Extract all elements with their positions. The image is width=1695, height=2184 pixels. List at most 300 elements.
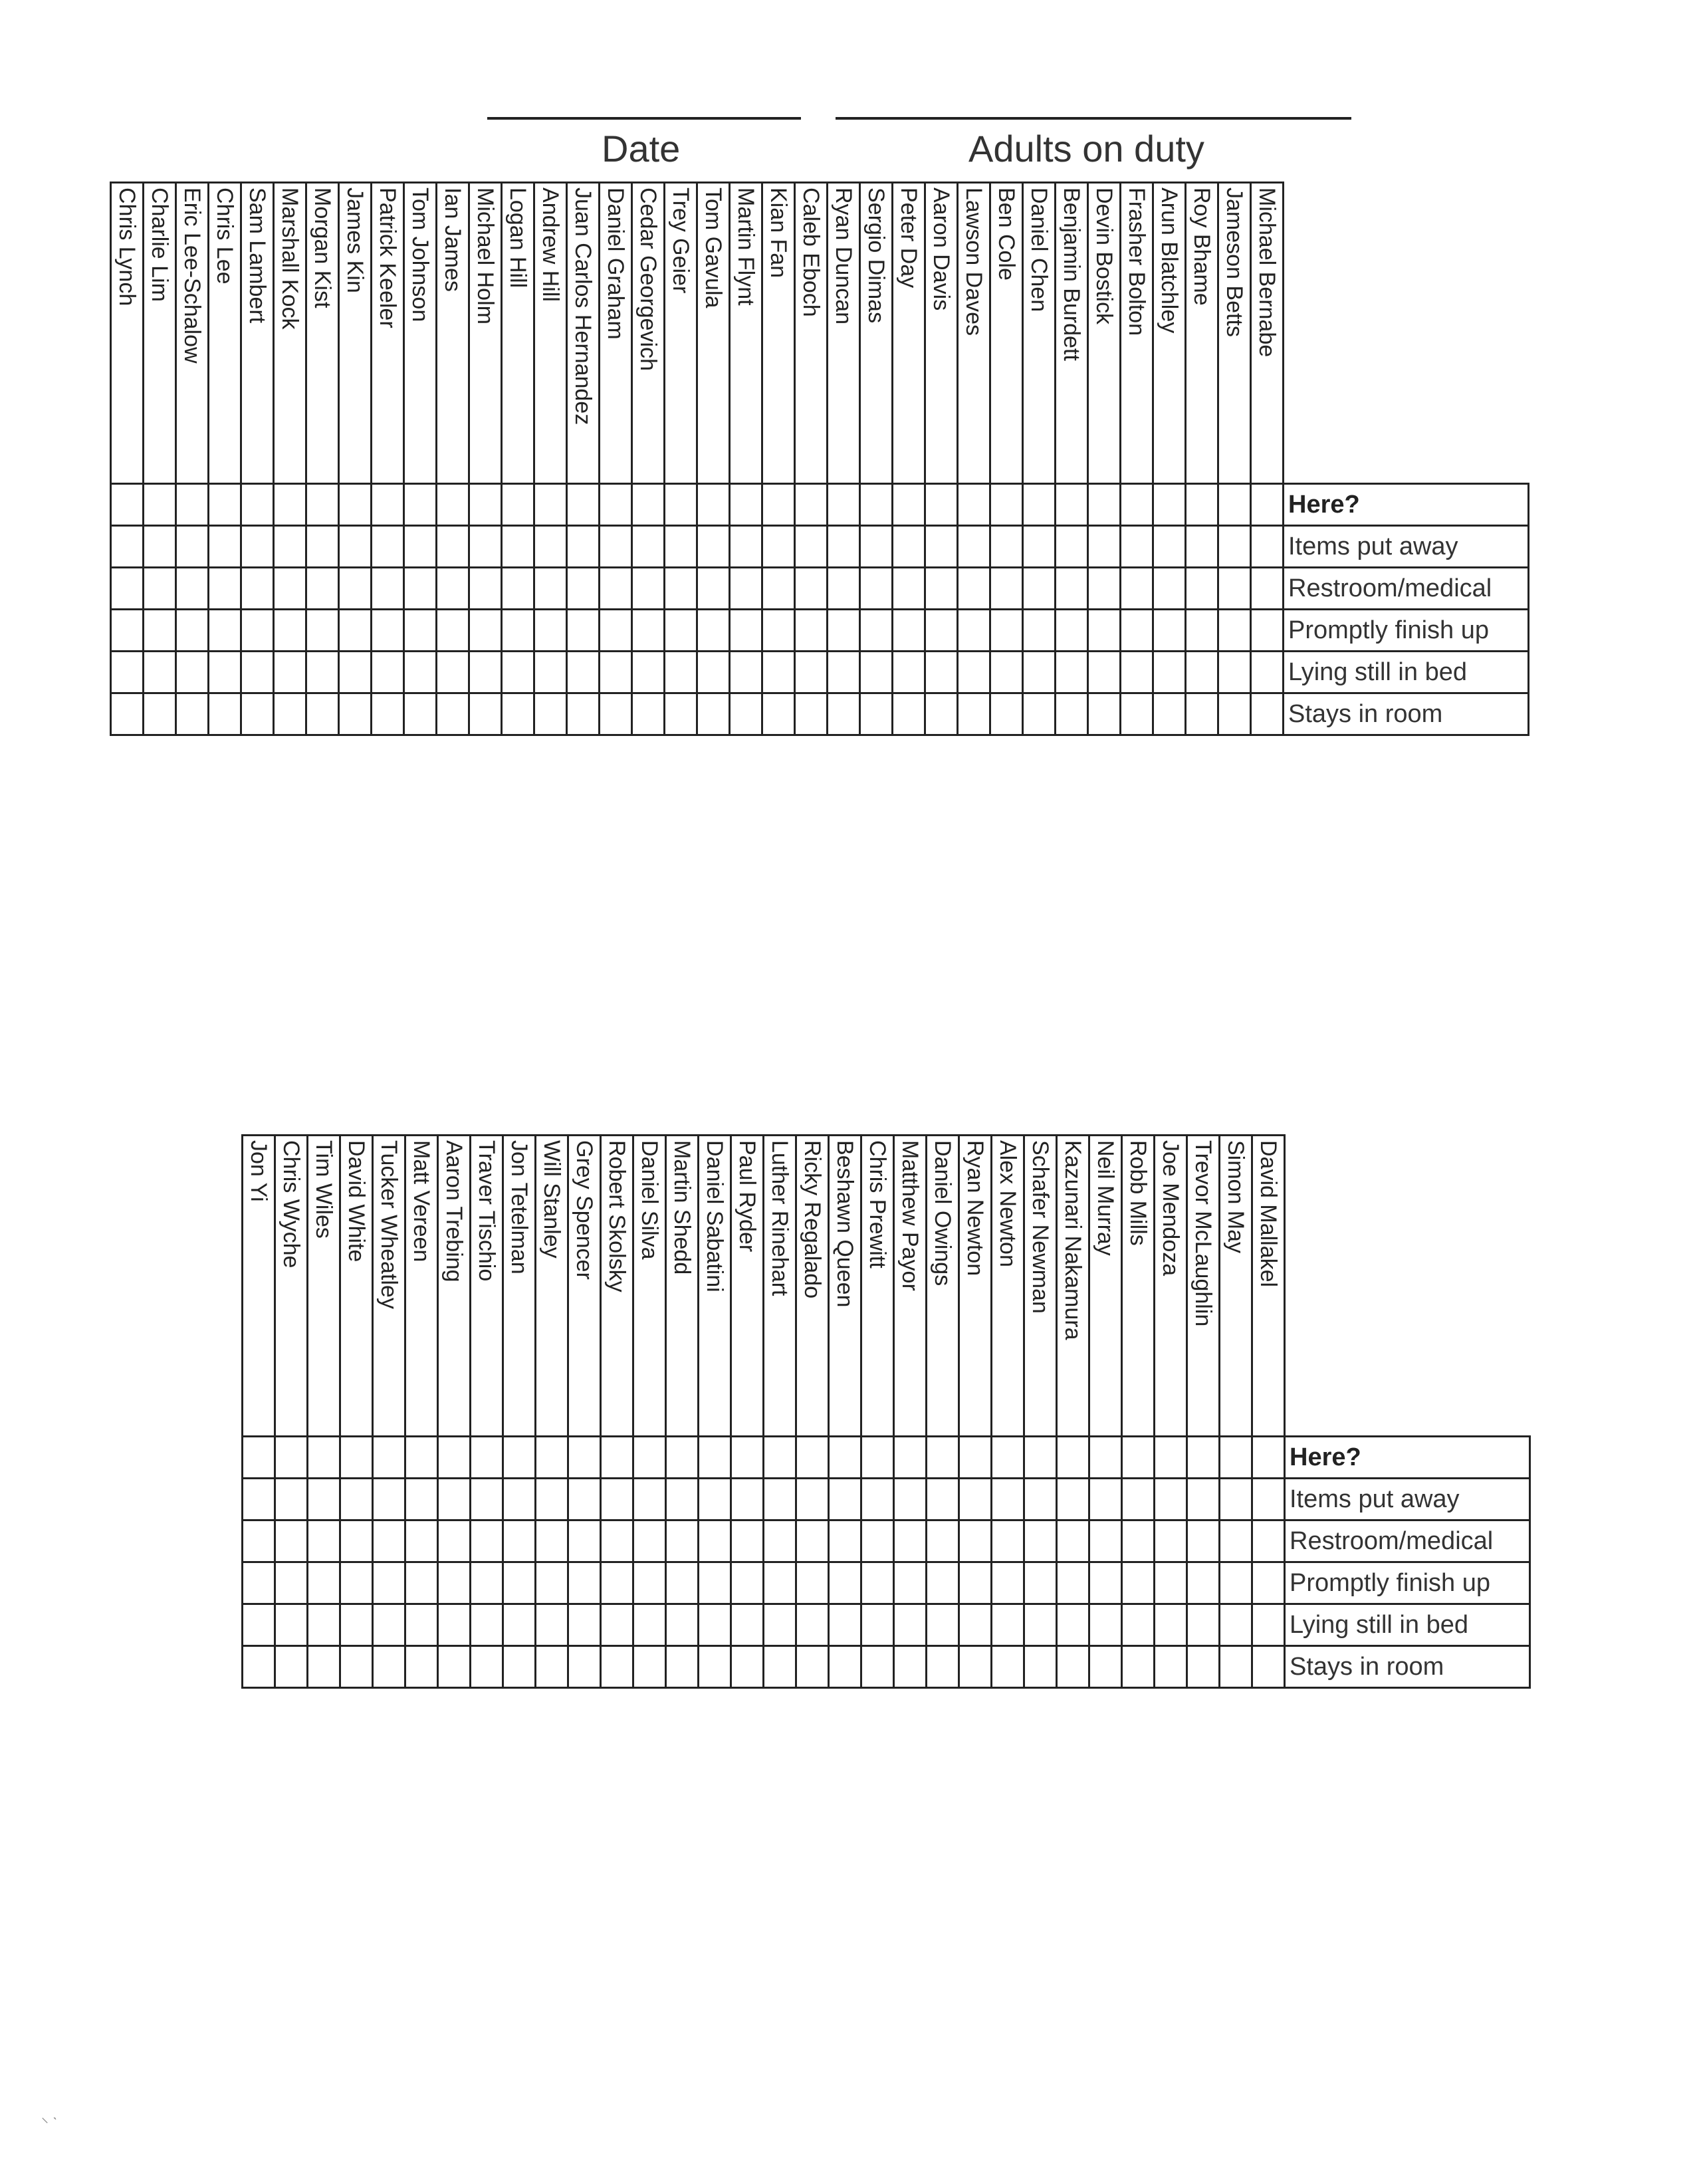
checkbox-cell[interactable] — [274, 610, 306, 652]
checkbox-cell[interactable] — [925, 484, 958, 526]
checkbox-cell[interactable] — [404, 610, 437, 652]
checkbox-cell[interactable] — [1024, 1479, 1057, 1520]
checkbox-cell[interactable] — [1218, 484, 1251, 526]
checkbox-cell[interactable] — [601, 1479, 633, 1520]
checkbox-cell[interactable] — [534, 526, 567, 568]
checkbox-cell[interactable] — [274, 484, 306, 526]
checkbox-cell[interactable] — [1187, 1520, 1220, 1562]
checkbox-cell[interactable] — [339, 526, 372, 568]
checkbox-cell[interactable] — [666, 1646, 699, 1688]
checkbox-cell[interactable] — [796, 1604, 829, 1646]
checkbox-cell[interactable] — [241, 484, 274, 526]
checkbox-cell[interactable] — [340, 1604, 373, 1646]
checkbox-cell[interactable] — [665, 610, 697, 652]
checkbox-cell[interactable] — [1121, 526, 1153, 568]
checkbox-cell[interactable] — [1121, 610, 1153, 652]
checkbox-cell[interactable] — [1220, 1479, 1252, 1520]
checkbox-cell[interactable] — [373, 1604, 405, 1646]
checkbox-cell[interactable] — [927, 1520, 959, 1562]
checkbox-cell[interactable] — [469, 693, 502, 735]
checkbox-cell[interactable] — [275, 1479, 308, 1520]
checkbox-cell[interactable] — [1153, 484, 1186, 526]
checkbox-cell[interactable] — [471, 1437, 503, 1479]
checkbox-cell[interactable] — [111, 484, 144, 526]
checkbox-cell[interactable] — [665, 568, 697, 610]
checkbox-cell[interactable] — [992, 1437, 1024, 1479]
checkbox-cell[interactable] — [600, 568, 632, 610]
checkbox-cell[interactable] — [990, 568, 1023, 610]
checkbox-cell[interactable] — [306, 526, 339, 568]
checkbox-cell[interactable] — [861, 1520, 894, 1562]
checkbox-cell[interactable] — [405, 1437, 438, 1479]
checkbox-cell[interactable] — [1121, 693, 1153, 735]
checkbox-cell[interactable] — [306, 610, 339, 652]
checkbox-cell[interactable] — [372, 526, 404, 568]
checkbox-cell[interactable] — [567, 652, 600, 693]
checkbox-cell[interactable] — [308, 1520, 340, 1562]
checkbox-cell[interactable] — [111, 526, 144, 568]
checkbox-cell[interactable] — [1089, 1520, 1122, 1562]
checkbox-cell[interactable] — [731, 1437, 764, 1479]
checkbox-cell[interactable] — [405, 1604, 438, 1646]
checkbox-cell[interactable] — [990, 652, 1023, 693]
checkbox-cell[interactable] — [1023, 526, 1056, 568]
checkbox-cell[interactable] — [764, 1562, 796, 1604]
checkbox-cell[interactable] — [860, 526, 893, 568]
checkbox-cell[interactable] — [437, 526, 469, 568]
checkbox-cell[interactable] — [699, 1562, 731, 1604]
checkbox-cell[interactable] — [275, 1646, 308, 1688]
checkbox-cell[interactable] — [567, 484, 600, 526]
checkbox-cell[interactable] — [861, 1437, 894, 1479]
checkbox-cell[interactable] — [308, 1479, 340, 1520]
checkbox-cell[interactable] — [373, 1520, 405, 1562]
checkbox-cell[interactable] — [828, 484, 860, 526]
checkbox-cell[interactable] — [600, 610, 632, 652]
checkbox-cell[interactable] — [958, 526, 990, 568]
checkbox-cell[interactable] — [209, 526, 241, 568]
checkbox-cell[interactable] — [893, 693, 925, 735]
checkbox-cell[interactable] — [861, 1646, 894, 1688]
checkbox-cell[interactable] — [861, 1479, 894, 1520]
checkbox-cell[interactable] — [438, 1479, 471, 1520]
checkbox-cell[interactable] — [633, 1604, 666, 1646]
checkbox-cell[interactable] — [990, 610, 1023, 652]
checkbox-cell[interactable] — [860, 568, 893, 610]
checkbox-cell[interactable] — [1220, 1604, 1252, 1646]
checkbox-cell[interactable] — [111, 652, 144, 693]
checkbox-cell[interactable] — [958, 610, 990, 652]
checkbox-cell[interactable] — [274, 526, 306, 568]
checkbox-cell[interactable] — [828, 526, 860, 568]
checkbox-cell[interactable] — [404, 484, 437, 526]
checkbox-cell[interactable] — [1023, 652, 1056, 693]
checkbox-cell[interactable] — [795, 526, 828, 568]
checkbox-cell[interactable] — [1024, 1562, 1057, 1604]
checkbox-cell[interactable] — [502, 693, 534, 735]
checkbox-cell[interactable] — [1056, 652, 1088, 693]
checkbox-cell[interactable] — [958, 693, 990, 735]
checkbox-cell[interactable] — [1218, 693, 1251, 735]
checkbox-cell[interactable] — [1088, 568, 1121, 610]
checkbox-cell[interactable] — [438, 1437, 471, 1479]
checkbox-cell[interactable] — [829, 1646, 861, 1688]
checkbox-cell[interactable] — [1121, 568, 1153, 610]
checkbox-cell[interactable] — [601, 1520, 633, 1562]
checkbox-cell[interactable] — [925, 610, 958, 652]
checkbox-cell[interactable] — [503, 1562, 536, 1604]
checkbox-cell[interactable] — [568, 1646, 601, 1688]
checkbox-cell[interactable] — [959, 1562, 992, 1604]
checkbox-cell[interactable] — [927, 1604, 959, 1646]
checkbox-cell[interactable] — [568, 1437, 601, 1479]
checkbox-cell[interactable] — [795, 652, 828, 693]
checkbox-cell[interactable] — [829, 1437, 861, 1479]
checkbox-cell[interactable] — [992, 1520, 1024, 1562]
checkbox-cell[interactable] — [699, 1437, 731, 1479]
checkbox-cell[interactable] — [503, 1646, 536, 1688]
checkbox-cell[interactable] — [731, 1562, 764, 1604]
checkbox-cell[interactable] — [1057, 1562, 1089, 1604]
checkbox-cell[interactable] — [1251, 693, 1284, 735]
checkbox-cell[interactable] — [697, 484, 730, 526]
checkbox-cell[interactable] — [893, 610, 925, 652]
checkbox-cell[interactable] — [502, 526, 534, 568]
checkbox-cell[interactable] — [567, 693, 600, 735]
checkbox-cell[interactable] — [861, 1604, 894, 1646]
checkbox-cell[interactable] — [795, 484, 828, 526]
checkbox-cell[interactable] — [469, 568, 502, 610]
checkbox-cell[interactable] — [405, 1520, 438, 1562]
checkbox-cell[interactable] — [1023, 610, 1056, 652]
checkbox-cell[interactable] — [502, 652, 534, 693]
checkbox-cell[interactable] — [1057, 1646, 1089, 1688]
checkbox-cell[interactable] — [990, 693, 1023, 735]
checkbox-cell[interactable] — [243, 1479, 275, 1520]
checkbox-cell[interactable] — [534, 693, 567, 735]
checkbox-cell[interactable] — [959, 1646, 992, 1688]
checkbox-cell[interactable] — [730, 610, 762, 652]
checkbox-cell[interactable] — [959, 1479, 992, 1520]
checkbox-cell[interactable] — [601, 1604, 633, 1646]
checkbox-cell[interactable] — [764, 1646, 796, 1688]
checkbox-cell[interactable] — [308, 1437, 340, 1479]
checkbox-cell[interactable] — [1023, 568, 1056, 610]
checkbox-cell[interactable] — [1088, 484, 1121, 526]
checkbox-cell[interactable] — [274, 693, 306, 735]
checkbox-cell[interactable] — [1252, 1562, 1285, 1604]
checkbox-cell[interactable] — [894, 1479, 927, 1520]
checkbox-cell[interactable] — [1122, 1646, 1155, 1688]
checkbox-cell[interactable] — [1186, 693, 1218, 735]
checkbox-cell[interactable] — [469, 526, 502, 568]
checkbox-cell[interactable] — [829, 1520, 861, 1562]
checkbox-cell[interactable] — [243, 1604, 275, 1646]
checkbox-cell[interactable] — [1057, 1604, 1089, 1646]
checkbox-cell[interactable] — [633, 1479, 666, 1520]
checkbox-cell[interactable] — [893, 484, 925, 526]
checkbox-cell[interactable] — [894, 1604, 927, 1646]
checkbox-cell[interactable] — [927, 1437, 959, 1479]
checkbox-cell[interactable] — [601, 1646, 633, 1688]
checkbox-cell[interactable] — [1024, 1437, 1057, 1479]
checkbox-cell[interactable] — [600, 526, 632, 568]
checkbox-cell[interactable] — [828, 610, 860, 652]
checkbox-cell[interactable] — [894, 1562, 927, 1604]
checkbox-cell[interactable] — [111, 610, 144, 652]
checkbox-cell[interactable] — [666, 1479, 699, 1520]
checkbox-cell[interactable] — [1187, 1479, 1220, 1520]
checkbox-cell[interactable] — [275, 1604, 308, 1646]
checkbox-cell[interactable] — [992, 1562, 1024, 1604]
checkbox-cell[interactable] — [241, 526, 274, 568]
checkbox-cell[interactable] — [796, 1562, 829, 1604]
checkbox-cell[interactable] — [306, 484, 339, 526]
checkbox-cell[interactable] — [503, 1479, 536, 1520]
checkbox-cell[interactable] — [568, 1562, 601, 1604]
checkbox-cell[interactable] — [764, 1479, 796, 1520]
checkbox-cell[interactable] — [567, 568, 600, 610]
checkbox-cell[interactable] — [275, 1520, 308, 1562]
checkbox-cell[interactable] — [1153, 693, 1186, 735]
checkbox-cell[interactable] — [1122, 1604, 1155, 1646]
checkbox-cell[interactable] — [373, 1562, 405, 1604]
checkbox-cell[interactable] — [762, 526, 795, 568]
checkbox-cell[interactable] — [1187, 1604, 1220, 1646]
checkbox-cell[interactable] — [1252, 1646, 1285, 1688]
checkbox-cell[interactable] — [925, 652, 958, 693]
checkbox-cell[interactable] — [1187, 1437, 1220, 1479]
checkbox-cell[interactable] — [308, 1562, 340, 1604]
checkbox-cell[interactable] — [1218, 610, 1251, 652]
checkbox-cell[interactable] — [1155, 1520, 1187, 1562]
checkbox-cell[interactable] — [176, 484, 209, 526]
checkbox-cell[interactable] — [437, 484, 469, 526]
checkbox-cell[interactable] — [665, 484, 697, 526]
checkbox-cell[interactable] — [438, 1520, 471, 1562]
checkbox-cell[interactable] — [795, 693, 828, 735]
checkbox-cell[interactable] — [1056, 693, 1088, 735]
checkbox-cell[interactable] — [796, 1520, 829, 1562]
checkbox-cell[interactable] — [209, 610, 241, 652]
checkbox-cell[interactable] — [894, 1646, 927, 1688]
checkbox-cell[interactable] — [992, 1646, 1024, 1688]
checkbox-cell[interactable] — [536, 1520, 568, 1562]
checkbox-cell[interactable] — [959, 1437, 992, 1479]
checkbox-cell[interactable] — [1089, 1646, 1122, 1688]
checkbox-cell[interactable] — [1122, 1520, 1155, 1562]
checkbox-cell[interactable] — [306, 693, 339, 735]
checkbox-cell[interactable] — [308, 1646, 340, 1688]
adults-blank-line[interactable] — [836, 117, 1351, 120]
checkbox-cell[interactable] — [1252, 1604, 1285, 1646]
checkbox-cell[interactable] — [894, 1520, 927, 1562]
checkbox-cell[interactable] — [339, 610, 372, 652]
checkbox-cell[interactable] — [990, 484, 1023, 526]
checkbox-cell[interactable] — [665, 526, 697, 568]
checkbox-cell[interactable] — [633, 1646, 666, 1688]
checkbox-cell[interactable] — [666, 1520, 699, 1562]
checkbox-cell[interactable] — [1220, 1437, 1252, 1479]
checkbox-cell[interactable] — [1252, 1479, 1285, 1520]
checkbox-cell[interactable] — [1186, 484, 1218, 526]
checkbox-cell[interactable] — [438, 1604, 471, 1646]
checkbox-cell[interactable] — [990, 526, 1023, 568]
checkbox-cell[interactable] — [894, 1437, 927, 1479]
checkbox-cell[interactable] — [502, 484, 534, 526]
checkbox-cell[interactable] — [927, 1646, 959, 1688]
checkbox-cell[interactable] — [633, 1520, 666, 1562]
checkbox-cell[interactable] — [372, 484, 404, 526]
checkbox-cell[interactable] — [1023, 693, 1056, 735]
checkbox-cell[interactable] — [469, 652, 502, 693]
checkbox-cell[interactable] — [243, 1437, 275, 1479]
checkbox-cell[interactable] — [536, 1479, 568, 1520]
checkbox-cell[interactable] — [339, 484, 372, 526]
checkbox-cell[interactable] — [275, 1562, 308, 1604]
checkbox-cell[interactable] — [632, 693, 665, 735]
checkbox-cell[interactable] — [340, 1479, 373, 1520]
checkbox-cell[interactable] — [1121, 652, 1153, 693]
checkbox-cell[interactable] — [632, 610, 665, 652]
checkbox-cell[interactable] — [632, 652, 665, 693]
checkbox-cell[interactable] — [992, 1604, 1024, 1646]
checkbox-cell[interactable] — [243, 1562, 275, 1604]
checkbox-cell[interactable] — [209, 484, 241, 526]
checkbox-cell[interactable] — [666, 1604, 699, 1646]
checkbox-cell[interactable] — [1252, 1520, 1285, 1562]
checkbox-cell[interactable] — [1122, 1479, 1155, 1520]
checkbox-cell[interactable] — [796, 1437, 829, 1479]
checkbox-cell[interactable] — [536, 1437, 568, 1479]
checkbox-cell[interactable] — [697, 526, 730, 568]
checkbox-cell[interactable] — [536, 1562, 568, 1604]
checkbox-cell[interactable] — [372, 568, 404, 610]
checkbox-cell[interactable] — [731, 1479, 764, 1520]
checkbox-cell[interactable] — [633, 1562, 666, 1604]
checkbox-cell[interactable] — [1251, 484, 1284, 526]
checkbox-cell[interactable] — [731, 1520, 764, 1562]
checkbox-cell[interactable] — [601, 1562, 633, 1604]
checkbox-cell[interactable] — [730, 484, 762, 526]
checkbox-cell[interactable] — [502, 568, 534, 610]
checkbox-cell[interactable] — [438, 1646, 471, 1688]
checkbox-cell[interactable] — [699, 1646, 731, 1688]
checkbox-cell[interactable] — [632, 526, 665, 568]
checkbox-cell[interactable] — [438, 1562, 471, 1604]
checkbox-cell[interactable] — [241, 693, 274, 735]
checkbox-cell[interactable] — [274, 568, 306, 610]
checkbox-cell[interactable] — [176, 526, 209, 568]
checkbox-cell[interactable] — [925, 693, 958, 735]
checkbox-cell[interactable] — [471, 1520, 503, 1562]
checkbox-cell[interactable] — [1186, 610, 1218, 652]
checkbox-cell[interactable] — [958, 484, 990, 526]
checkbox-cell[interactable] — [632, 484, 665, 526]
checkbox-cell[interactable] — [828, 652, 860, 693]
checkbox-cell[interactable] — [340, 1646, 373, 1688]
checkbox-cell[interactable] — [275, 1437, 308, 1479]
checkbox-cell[interactable] — [405, 1646, 438, 1688]
checkbox-cell[interactable] — [568, 1479, 601, 1520]
checkbox-cell[interactable] — [699, 1479, 731, 1520]
checkbox-cell[interactable] — [241, 652, 274, 693]
checkbox-cell[interactable] — [471, 1646, 503, 1688]
checkbox-cell[interactable] — [1122, 1437, 1155, 1479]
checkbox-cell[interactable] — [1220, 1646, 1252, 1688]
checkbox-cell[interactable] — [1218, 526, 1251, 568]
checkbox-cell[interactable] — [958, 568, 990, 610]
checkbox-cell[interactable] — [762, 484, 795, 526]
checkbox-cell[interactable] — [144, 610, 176, 652]
checkbox-cell[interactable] — [1155, 1604, 1187, 1646]
checkbox-cell[interactable] — [829, 1479, 861, 1520]
checkbox-cell[interactable] — [1251, 526, 1284, 568]
checkbox-cell[interactable] — [144, 568, 176, 610]
checkbox-cell[interactable] — [243, 1520, 275, 1562]
checkbox-cell[interactable] — [1024, 1520, 1057, 1562]
checkbox-cell[interactable] — [1251, 652, 1284, 693]
checkbox-cell[interactable] — [568, 1604, 601, 1646]
checkbox-cell[interactable] — [144, 652, 176, 693]
checkbox-cell[interactable] — [730, 526, 762, 568]
checkbox-cell[interactable] — [469, 610, 502, 652]
checkbox-cell[interactable] — [437, 610, 469, 652]
checkbox-cell[interactable] — [828, 693, 860, 735]
checkbox-cell[interactable] — [730, 693, 762, 735]
checkbox-cell[interactable] — [699, 1604, 731, 1646]
checkbox-cell[interactable] — [373, 1479, 405, 1520]
checkbox-cell[interactable] — [1252, 1437, 1285, 1479]
checkbox-cell[interactable] — [665, 693, 697, 735]
checkbox-cell[interactable] — [1153, 610, 1186, 652]
checkbox-cell[interactable] — [340, 1437, 373, 1479]
checkbox-cell[interactable] — [308, 1604, 340, 1646]
checkbox-cell[interactable] — [1056, 526, 1088, 568]
checkbox-cell[interactable] — [176, 693, 209, 735]
checkbox-cell[interactable] — [1089, 1604, 1122, 1646]
checkbox-cell[interactable] — [1153, 526, 1186, 568]
checkbox-cell[interactable] — [144, 526, 176, 568]
checkbox-cell[interactable] — [339, 693, 372, 735]
checkbox-cell[interactable] — [1186, 652, 1218, 693]
checkbox-cell[interactable] — [927, 1562, 959, 1604]
checkbox-cell[interactable] — [209, 693, 241, 735]
checkbox-cell[interactable] — [1220, 1562, 1252, 1604]
checkbox-cell[interactable] — [600, 652, 632, 693]
checkbox-cell[interactable] — [893, 652, 925, 693]
checkbox-cell[interactable] — [503, 1520, 536, 1562]
checkbox-cell[interactable] — [502, 610, 534, 652]
checkbox-cell[interactable] — [697, 610, 730, 652]
checkbox-cell[interactable] — [372, 610, 404, 652]
checkbox-cell[interactable] — [1122, 1562, 1155, 1604]
checkbox-cell[interactable] — [1057, 1520, 1089, 1562]
checkbox-cell[interactable] — [1220, 1520, 1252, 1562]
checkbox-cell[interactable] — [306, 568, 339, 610]
checkbox-cell[interactable] — [567, 526, 600, 568]
checkbox-cell[interactable] — [795, 610, 828, 652]
checkbox-cell[interactable] — [1251, 610, 1284, 652]
checkbox-cell[interactable] — [762, 610, 795, 652]
checkbox-cell[interactable] — [860, 484, 893, 526]
checkbox-cell[interactable] — [209, 568, 241, 610]
checkbox-cell[interactable] — [209, 652, 241, 693]
checkbox-cell[interactable] — [959, 1604, 992, 1646]
checkbox-cell[interactable] — [762, 693, 795, 735]
checkbox-cell[interactable] — [1088, 652, 1121, 693]
checkbox-cell[interactable] — [176, 568, 209, 610]
